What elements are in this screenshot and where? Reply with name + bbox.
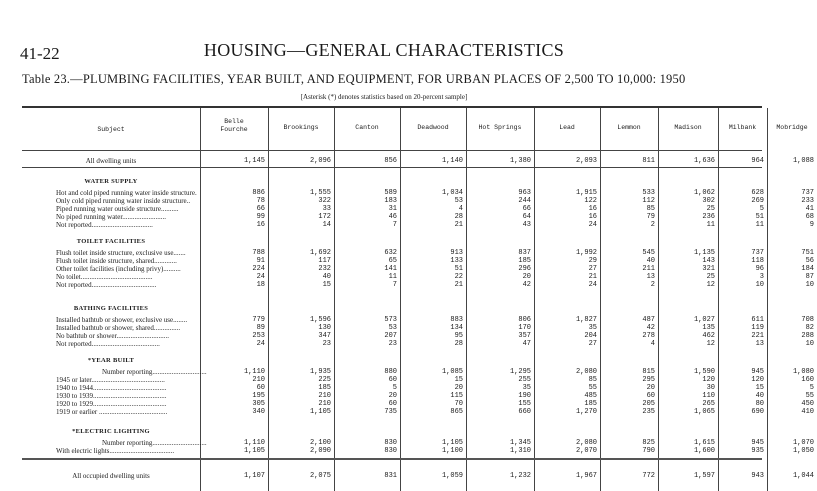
cell-value: 60 (256, 384, 265, 392)
cell-value: 117 (318, 257, 331, 265)
row-label: Installed bathtub or shower, exclusive use........ (56, 316, 188, 324)
cell-value: 830 (384, 439, 397, 447)
cell-value: 913 (450, 249, 463, 257)
cell-value: 837 (518, 249, 531, 257)
cell-value: 5 (759, 205, 764, 213)
cell-value: 1,992 (575, 249, 597, 257)
cell-value: 28 (454, 213, 463, 221)
table-row (22, 237, 762, 246)
cell-value: 211 (642, 265, 655, 273)
cell-value: 5 (392, 384, 397, 392)
cell-value: 302 (702, 197, 715, 205)
column-header: Lead (559, 124, 575, 131)
cell-value: 5 (809, 384, 814, 392)
cell-value: 25 (706, 205, 715, 213)
row-label: Piped running water outside structure.......... (56, 205, 179, 213)
cell-value: 172 (318, 213, 331, 221)
cell-value: 47 (522, 340, 531, 348)
cell-value: 41 (805, 205, 814, 213)
table-row (22, 340, 814, 349)
cell-value: 42 (522, 281, 531, 289)
cell-value: 945 (751, 439, 764, 447)
cell-value: 184 (801, 265, 814, 273)
cell-value: 236 (702, 213, 715, 221)
row-label: *ELECTRIC LIGHTING (72, 428, 150, 435)
cell-value: 1,059 (441, 472, 463, 480)
cell-value: 737 (751, 249, 764, 257)
row-label: Not reported....................................... (56, 340, 160, 348)
cell-value: 130 (318, 324, 331, 332)
cell-value: 790 (642, 447, 655, 455)
cell-value: 737 (801, 189, 814, 197)
cell-value: 60 (388, 376, 397, 384)
cell-value: 28 (454, 340, 463, 348)
cell-value: 2,090 (309, 447, 331, 455)
cell-value: 321 (702, 265, 715, 273)
cell-value: 185 (518, 257, 531, 265)
cell-value: 1,145 (243, 157, 265, 165)
row-divider (22, 167, 762, 168)
cell-value: 628 (751, 189, 764, 197)
cell-value: 24 (588, 221, 597, 229)
cell-value: 85 (646, 205, 655, 213)
cell-value: 2 (650, 281, 655, 289)
row-label: 1919 or earlier ....................................... (56, 408, 168, 416)
cell-value: 1,027 (693, 316, 715, 324)
cell-value: 410 (801, 408, 814, 416)
cell-value: 357 (518, 332, 531, 340)
cell-value: 185 (318, 384, 331, 392)
cell-value: 135 (702, 324, 715, 332)
cell-value: 2,080 (575, 439, 597, 447)
cell-value: 462 (702, 332, 715, 340)
cell-value: 1,135 (693, 249, 715, 257)
cell-value: 11 (706, 221, 715, 229)
row-label: Installed bathtub or shower, shared............... (56, 324, 181, 332)
cell-value: 322 (318, 197, 331, 205)
cell-value: 632 (384, 249, 397, 257)
cell-value: 15 (755, 384, 764, 392)
cell-value: 883 (450, 316, 463, 324)
cell-value: 295 (642, 376, 655, 384)
cell-value: 269 (751, 197, 764, 205)
column-header: Madison (674, 124, 702, 131)
cell-value: 1,050 (792, 447, 814, 455)
cell-value: 11 (755, 221, 764, 229)
cell-value: 55 (805, 392, 814, 400)
cell-value: 183 (384, 197, 397, 205)
row-label: Other toilet facilities (including privy).......... (56, 265, 181, 273)
cell-value: 1,636 (693, 157, 715, 165)
cell-value: 27 (588, 340, 597, 348)
row-label: 1920 to 1929.......................................... (56, 400, 167, 408)
cell-value: 865 (450, 408, 463, 416)
cell-value: 1,915 (575, 189, 597, 197)
cell-value: 22 (454, 273, 463, 281)
cell-value: 31 (388, 205, 397, 213)
cell-value: 27 (588, 265, 597, 273)
cell-value: 856 (384, 157, 397, 165)
cell-value: 55 (588, 384, 597, 392)
cell-value: 1,062 (693, 189, 715, 197)
cell-value: 70 (454, 400, 463, 408)
cell-value: 20 (522, 273, 531, 281)
column-header: Lemmon (617, 124, 641, 131)
cell-value: 210 (318, 400, 331, 408)
cell-value: 1,070 (792, 439, 814, 447)
cell-value: 120 (702, 376, 715, 384)
cell-value: 1,310 (509, 447, 531, 455)
cell-value: 253 (252, 332, 265, 340)
cell-value: 224 (252, 265, 265, 273)
cell-value: 487 (642, 316, 655, 324)
cell-value: 533 (642, 189, 655, 197)
cell-value: 13 (755, 340, 764, 348)
cell-value: 53 (454, 197, 463, 205)
table-row (22, 281, 814, 290)
cell-value: 2,070 (575, 447, 597, 455)
cell-value: 232 (318, 265, 331, 273)
cell-value: 825 (642, 439, 655, 447)
cell-value: 95 (454, 332, 463, 340)
row-label: 1945 or later.......................................... (56, 376, 165, 384)
cell-value: 170 (518, 324, 531, 332)
cell-value: 2,096 (309, 157, 331, 165)
cell-value: 886 (252, 189, 265, 197)
cell-value: 12 (706, 340, 715, 348)
column-header: Brookings (283, 124, 319, 131)
cell-value: 751 (801, 249, 814, 257)
table-row (22, 408, 814, 417)
table-row (22, 472, 814, 481)
cell-value: 1,065 (693, 408, 715, 416)
cell-value: 708 (801, 316, 814, 324)
cell-value: 120 (751, 376, 764, 384)
cell-value: 1,105 (441, 439, 463, 447)
cell-value: 964 (751, 157, 764, 165)
cell-value: 96 (755, 265, 764, 273)
cell-value: 21 (454, 221, 463, 229)
table-note: [Asterisk (*) denotes statistics based on 20-percent sample] (300, 93, 468, 101)
cell-value: 1,105 (309, 408, 331, 416)
table-row (22, 304, 762, 313)
cell-value: 87 (805, 273, 814, 281)
cell-value: 611 (751, 316, 764, 324)
cell-value: 110 (702, 392, 715, 400)
row-label: With electric lights..................................... (56, 447, 175, 455)
cell-value: 24 (588, 281, 597, 289)
row-label: Flush toilet inside structure, exclusive use....... (56, 249, 186, 257)
cell-value: 60 (646, 392, 655, 400)
cell-value: 963 (518, 189, 531, 197)
row-label: No piped running water......................... (56, 213, 167, 221)
table-title: Table 23.—PLUMBING FACILITIES, YEAR BUILT, AND EQUIPMENT, FOR URBAN PLACES OF 2,500 TO 10,000: 1950 (22, 72, 686, 86)
cell-value: 42 (646, 324, 655, 332)
cell-value: 79 (646, 213, 655, 221)
cell-value: 2,080 (575, 368, 597, 376)
cell-value: 1,967 (575, 472, 597, 480)
row-label: Not reported................................... (56, 221, 153, 229)
cell-value: 305 (252, 400, 265, 408)
cell-value: 806 (518, 316, 531, 324)
cell-value: 78 (256, 197, 265, 205)
cell-value: 1,110 (243, 368, 265, 376)
cell-value: 1,935 (309, 368, 331, 376)
cell-value: 772 (642, 472, 655, 480)
cell-value: 1,692 (309, 249, 331, 257)
cell-value: 2 (650, 221, 655, 229)
table-row (22, 177, 762, 186)
cell-value: 207 (384, 332, 397, 340)
cell-value: 53 (388, 324, 397, 332)
cell-value: 46 (388, 213, 397, 221)
cell-value: 225 (318, 376, 331, 384)
cell-value: 4 (458, 205, 463, 213)
row-label: No bathtub or shower.............................. (56, 332, 169, 340)
table-row (22, 221, 814, 230)
cell-value: 221 (751, 332, 764, 340)
cell-value: 779 (252, 316, 265, 324)
cell-value: 485 (584, 392, 597, 400)
column-header: Hot Springs (478, 124, 522, 131)
cell-value: 880 (384, 368, 397, 376)
cell-value: 10 (805, 340, 814, 348)
table-header-row (22, 108, 808, 151)
cell-value: 23 (322, 340, 331, 348)
cell-value: 10 (805, 281, 814, 289)
row-label: No toilet......................................... (56, 273, 153, 281)
cell-value: 9 (809, 221, 814, 229)
row-label: Number reporting............................... (102, 439, 207, 447)
cell-value: 35 (588, 324, 597, 332)
cell-value: 21 (588, 273, 597, 281)
cell-value: 85 (588, 376, 597, 384)
row-label: All dwelling units (85, 157, 137, 165)
cell-value: 1,295 (509, 368, 531, 376)
column-header: Belle Fourche (220, 118, 248, 133)
cell-value: 15 (454, 376, 463, 384)
cell-value: 24 (256, 273, 265, 281)
cell-value: 89 (256, 324, 265, 332)
table-row (22, 157, 814, 166)
row-label: BATHING FACILITIES (73, 305, 149, 312)
cell-value: 545 (642, 249, 655, 257)
column-header: Mobridge (776, 124, 808, 131)
cell-value: 1,380 (509, 157, 531, 165)
cell-value: 80 (755, 400, 764, 408)
cell-value: 11 (388, 273, 397, 281)
subject-header: Subject (97, 126, 125, 133)
cell-value: 1,345 (509, 439, 531, 447)
cell-value: 2,100 (309, 439, 331, 447)
cell-value: 99 (256, 213, 265, 221)
cell-value: 3 (759, 273, 764, 281)
cell-value: 830 (384, 447, 397, 455)
cell-value: 51 (454, 265, 463, 273)
cell-value: 112 (642, 197, 655, 205)
cell-value: 35 (522, 384, 531, 392)
row-label: Not reported..................................... (56, 281, 157, 289)
cell-value: 14 (322, 221, 331, 229)
cell-value: 205 (642, 400, 655, 408)
cell-value: 1,080 (792, 368, 814, 376)
cell-value: 40 (755, 392, 764, 400)
cell-value: 185 (584, 400, 597, 408)
cell-value: 2,075 (309, 472, 331, 480)
cell-value: 4 (650, 340, 655, 348)
cell-value: 195 (252, 392, 265, 400)
cell-value: 347 (318, 332, 331, 340)
cell-value: 64 (522, 213, 531, 221)
cell-value: 16 (588, 213, 597, 221)
cell-value: 1,597 (693, 472, 715, 480)
cell-value: 119 (751, 324, 764, 332)
cell-value: 1,555 (309, 189, 331, 197)
cell-value: 815 (642, 368, 655, 376)
cell-value: 1,140 (441, 157, 463, 165)
page-number: 41-22 (20, 44, 60, 63)
cell-value: 288 (801, 332, 814, 340)
cell-value: 1,827 (575, 316, 597, 324)
table-row (22, 427, 762, 436)
cell-value: 141 (384, 265, 397, 273)
cell-value: 265 (702, 400, 715, 408)
table-row (22, 356, 762, 365)
cell-value: 735 (384, 408, 397, 416)
cell-value: 1,110 (243, 439, 265, 447)
cell-value: 190 (518, 392, 531, 400)
cell-value: 1,107 (243, 472, 265, 480)
cell-value: 33 (322, 205, 331, 213)
cell-value: 660 (518, 408, 531, 416)
cell-value: 1,088 (792, 157, 814, 165)
total-divider (22, 458, 762, 460)
cell-value: 160 (801, 376, 814, 384)
cell-value: 7 (392, 221, 397, 229)
cell-value: 210 (252, 376, 265, 384)
cell-value: 1,034 (441, 189, 463, 197)
cell-value: 40 (322, 273, 331, 281)
row-label: *YEAR BUILT (87, 357, 135, 364)
cell-value: 25 (706, 273, 715, 281)
cell-value: 10 (755, 281, 764, 289)
cell-value: 65 (388, 257, 397, 265)
cell-value: 21 (454, 281, 463, 289)
cell-value: 30 (706, 384, 715, 392)
row-label: TOILET FACILITIES (76, 238, 146, 245)
cell-value: 811 (642, 157, 655, 165)
cell-value: 16 (588, 205, 597, 213)
cell-value: 210 (318, 392, 331, 400)
cell-value: 133 (450, 257, 463, 265)
cell-value: 296 (518, 265, 531, 273)
row-label: 1930 to 1939.......................................... (56, 392, 167, 400)
cell-value: 340 (252, 408, 265, 416)
cell-value: 1,600 (693, 447, 715, 455)
row-label: All occupied dwelling units (72, 472, 150, 480)
cell-value: 573 (384, 316, 397, 324)
cell-value: 945 (751, 368, 764, 376)
cell-value: 20 (646, 384, 655, 392)
cell-value: 68 (805, 213, 814, 221)
cell-value: 91 (256, 257, 265, 265)
cell-value: 831 (384, 472, 397, 480)
cell-value: 134 (450, 324, 463, 332)
cell-value: 450 (801, 400, 814, 408)
cell-value: 943 (751, 472, 764, 480)
cell-value: 18 (256, 281, 265, 289)
row-label: Number reporting............................... (102, 368, 207, 376)
row-label: Hot and cold piped running water inside structure. (56, 189, 197, 197)
column-header: Canton (355, 124, 379, 131)
cell-value: 1,270 (575, 408, 597, 416)
column-header: Milbank (728, 124, 757, 131)
cell-value: 29 (588, 257, 597, 265)
cell-value: 66 (256, 205, 265, 213)
cell-value: 1,232 (509, 472, 531, 480)
cell-value: 56 (805, 257, 814, 265)
cell-value: 1,044 (792, 472, 814, 480)
cell-value: 1,615 (693, 439, 715, 447)
cell-value: 589 (384, 189, 397, 197)
cell-value: 23 (388, 340, 397, 348)
cell-value: 235 (642, 408, 655, 416)
cell-value: 122 (584, 197, 597, 205)
row-label: Only cold piped running water inside structure.. (56, 197, 191, 205)
cell-value: 935 (751, 447, 764, 455)
cell-value: 16 (256, 221, 265, 229)
cell-value: 13 (646, 273, 655, 281)
cell-value: 204 (584, 332, 597, 340)
cell-value: 244 (518, 197, 531, 205)
row-label: 1940 to 1944.......................................... (56, 384, 167, 392)
page-title: HOUSING—GENERAL CHARACTERISTICS (203, 40, 565, 60)
cell-value: 1,100 (441, 447, 463, 455)
cell-value: 788 (252, 249, 265, 257)
cell-value: 1,590 (693, 368, 715, 376)
cell-value: 7 (392, 281, 397, 289)
cell-value: 115 (450, 392, 463, 400)
cell-value: 2,093 (575, 157, 597, 165)
table-row (22, 447, 814, 456)
cell-value: 1,105 (243, 447, 265, 455)
cell-value: 255 (518, 376, 531, 384)
column-header: Deadwood (417, 124, 449, 131)
cell-value: 155 (518, 400, 531, 408)
cell-value: 690 (751, 408, 764, 416)
row-label: Flush toilet inside structure, shared............. (56, 257, 177, 265)
cell-value: 43 (522, 221, 531, 229)
cell-value: 40 (646, 257, 655, 265)
cell-value: 82 (805, 324, 814, 332)
cell-value: 233 (801, 197, 814, 205)
cell-value: 1,596 (309, 316, 331, 324)
cell-value: 143 (702, 257, 715, 265)
cell-value: 51 (755, 213, 764, 221)
cell-value: 20 (388, 392, 397, 400)
cell-value: 1,085 (441, 368, 463, 376)
cell-value: 15 (322, 281, 331, 289)
cell-value: 20 (454, 384, 463, 392)
cell-value: 12 (706, 281, 715, 289)
row-label: WATER SUPPLY (84, 178, 138, 185)
cell-value: 24 (256, 340, 265, 348)
cell-value: 60 (388, 400, 397, 408)
cell-value: 278 (642, 332, 655, 340)
cell-value: 118 (751, 257, 764, 265)
cell-value: 66 (522, 205, 531, 213)
